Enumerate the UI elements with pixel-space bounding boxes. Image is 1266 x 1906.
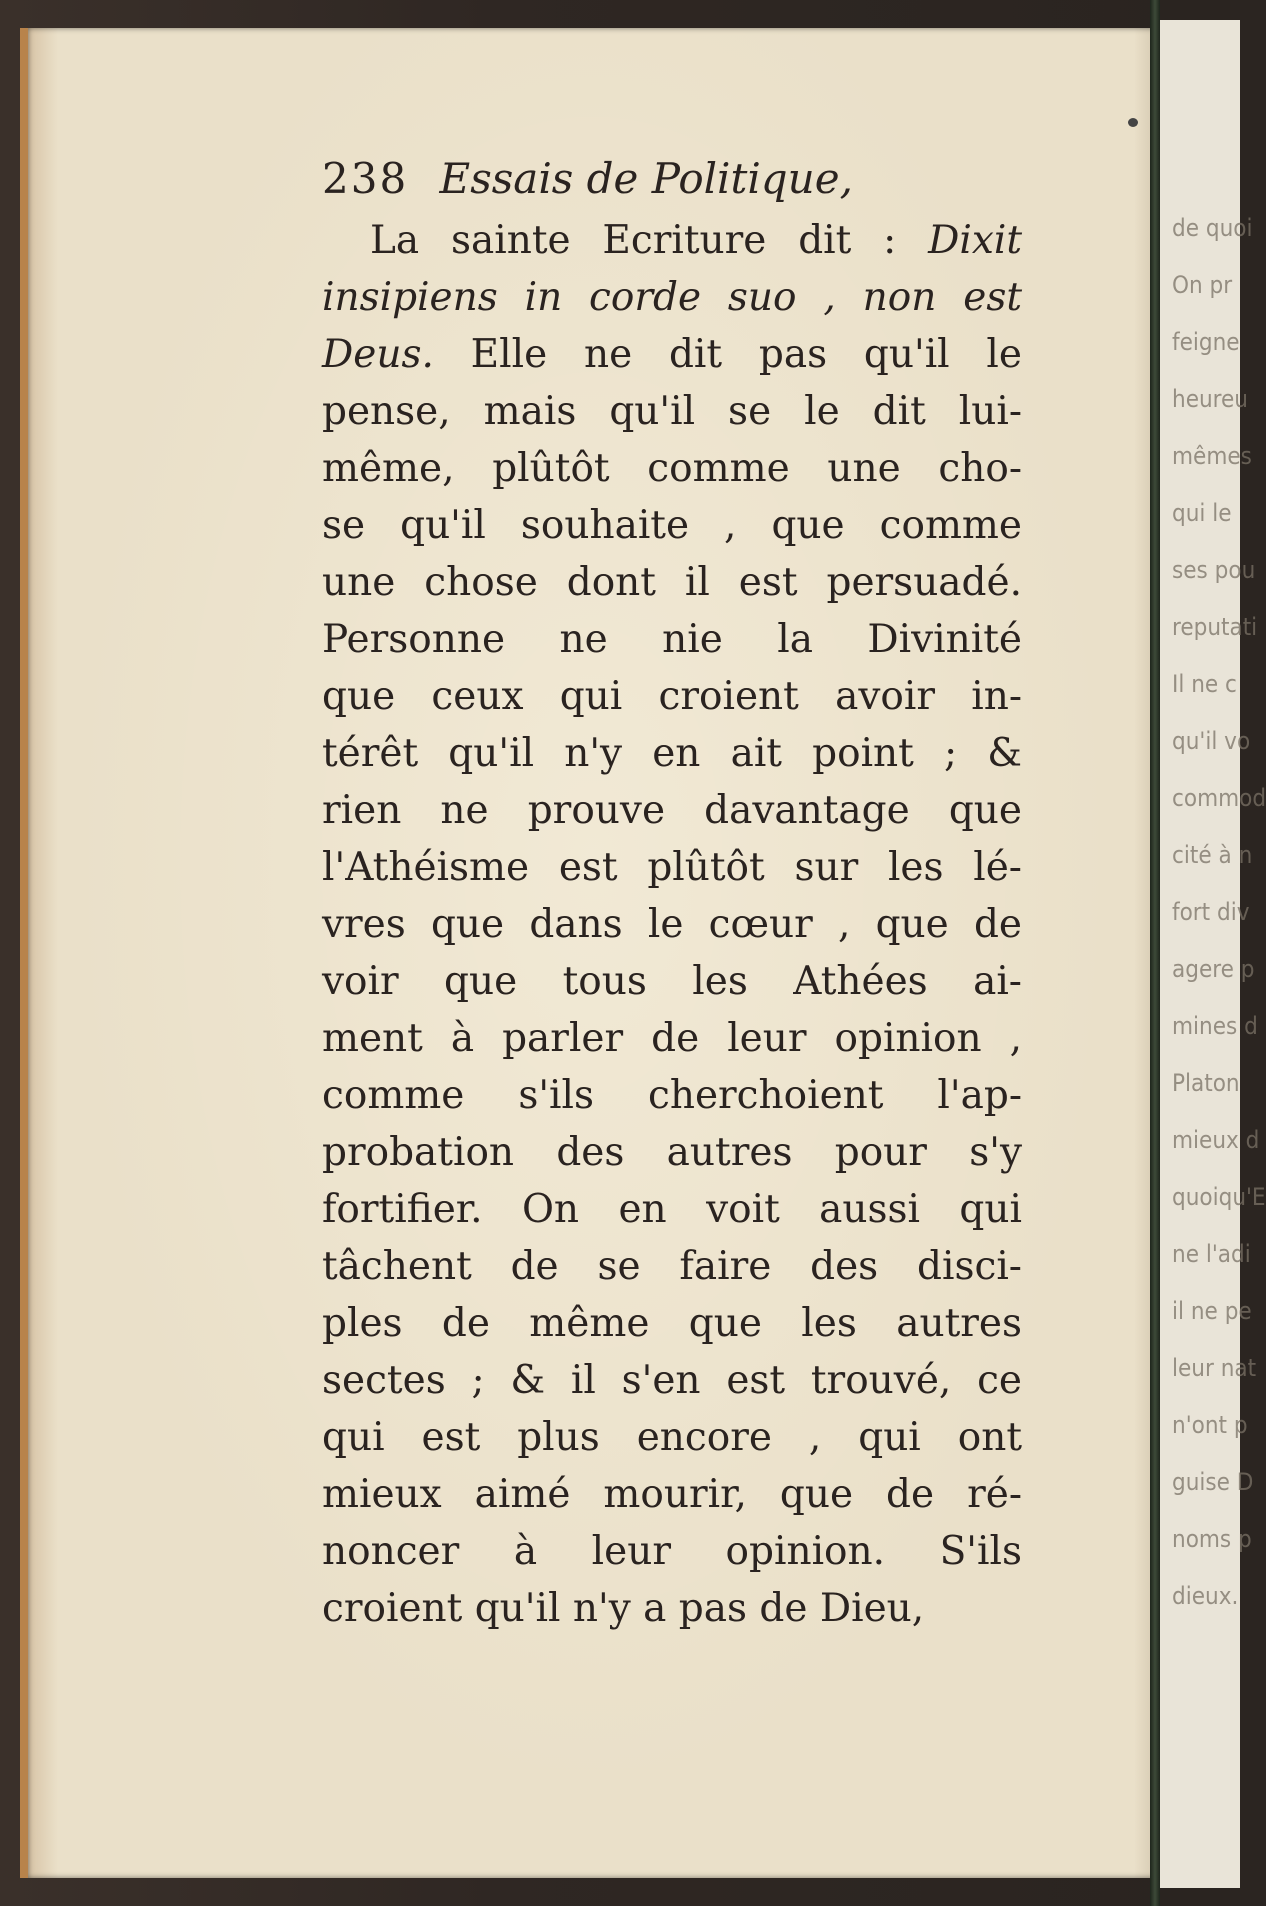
running-title: Essais de Politique, — [439, 154, 853, 203]
facing-line: agere p — [1172, 955, 1255, 983]
text-line: probation des autres pour s'y — [322, 1130, 1022, 1175]
facing-page — [1150, 20, 1266, 1888]
facing-line: fort div — [1172, 898, 1250, 926]
facing-line: mêmes — [1172, 442, 1252, 470]
facing-line: On pr — [1172, 271, 1233, 299]
text-line: noncer à leur opinion. S'ils — [322, 1529, 1022, 1574]
line-text: La sainte Ecriture dit : — [370, 218, 929, 263]
text-line: rien ne prouve davantage que — [322, 788, 1022, 833]
facing-line: de quoi — [1172, 214, 1253, 242]
facing-line: qu'il vo — [1172, 727, 1251, 755]
text-line: pense, mais qu'il se le dit lui- — [322, 389, 1022, 434]
text-line: mieux aimé mourir, que de ré- — [322, 1472, 1022, 1517]
text-line: même, plûtôt comme une cho- — [322, 446, 1022, 491]
text-line: comme s'ils cherchoient l'ap- — [322, 1073, 1022, 1118]
facing-line: mines d — [1172, 1012, 1258, 1040]
text-line: l'Athéisme est plûtôt sur les lé- — [322, 845, 1022, 890]
facing-line: cité à n — [1172, 841, 1253, 869]
facing-line: n'ont p — [1172, 1411, 1248, 1439]
line-italic: Deus. — [322, 332, 434, 377]
facing-line: dieux. — [1172, 1582, 1239, 1610]
text-line: une chose dont il est persuadé. — [322, 560, 1022, 605]
facing-line: quoiqu'E — [1172, 1183, 1266, 1211]
page-text — [322, 150, 1022, 1637]
text-line: qui est plus encore , qui ont — [322, 1415, 1022, 1460]
line-text: Elle ne dit pas qu'il le — [433, 332, 1022, 377]
facing-line: mieux d — [1172, 1126, 1260, 1154]
text-line: ples de même que les autres — [322, 1301, 1022, 1346]
facing-page-text — [1172, 200, 1266, 1625]
facing-line: heureu — [1172, 385, 1248, 413]
text-line: voir que tous les Athées ai- — [322, 959, 1022, 1004]
text-line: que ceux qui croient avoir in- — [322, 674, 1022, 719]
ink-speck — [1128, 118, 1138, 127]
text-line — [322, 326, 1022, 383]
text-line: sectes ; & il s'en est trouvé, ce — [322, 1358, 1022, 1403]
facing-line: ses pou — [1172, 556, 1256, 584]
text-line: croient qu'il n'y a pas de Dieu, — [322, 1586, 925, 1631]
facing-line: il ne pe — [1172, 1297, 1252, 1325]
text-line: ment à parler de leur opinion , — [322, 1016, 1022, 1061]
book-spine-edge — [1150, 0, 1160, 1906]
text-line: vres que dans le cœur , que de — [322, 902, 1022, 947]
facing-line: reputati — [1172, 613, 1258, 641]
line-italic: Dixit — [928, 218, 1022, 263]
line-italic: insipiens in corde suo , non est — [322, 275, 1022, 320]
text-line: se qu'il souhaite , que comme — [322, 503, 1022, 548]
facing-line: feigne — [1172, 328, 1240, 356]
text-line: tâchent de se faire des disci- — [322, 1244, 1022, 1289]
facing-line: commod — [1172, 784, 1266, 812]
facing-line: noms p — [1172, 1525, 1252, 1553]
facing-line: guise D — [1172, 1468, 1254, 1496]
facing-line: Il ne c — [1172, 670, 1237, 698]
facing-line: ne l'adi — [1172, 1240, 1251, 1268]
text-line: fortifier. On en voit aussi qui — [322, 1187, 1022, 1232]
text-line: Personne ne nie la Divinité — [322, 617, 1022, 662]
text-line: térêt qu'il n'y en ait point ; & — [322, 731, 1022, 776]
facing-line: qui le — [1172, 499, 1232, 527]
page-number: 238 — [322, 154, 409, 203]
facing-line: Platon — [1172, 1069, 1240, 1097]
running-header — [322, 150, 1022, 212]
text-line — [322, 212, 1022, 269]
facing-line: leur nat — [1172, 1354, 1257, 1382]
text-line — [322, 269, 1022, 326]
